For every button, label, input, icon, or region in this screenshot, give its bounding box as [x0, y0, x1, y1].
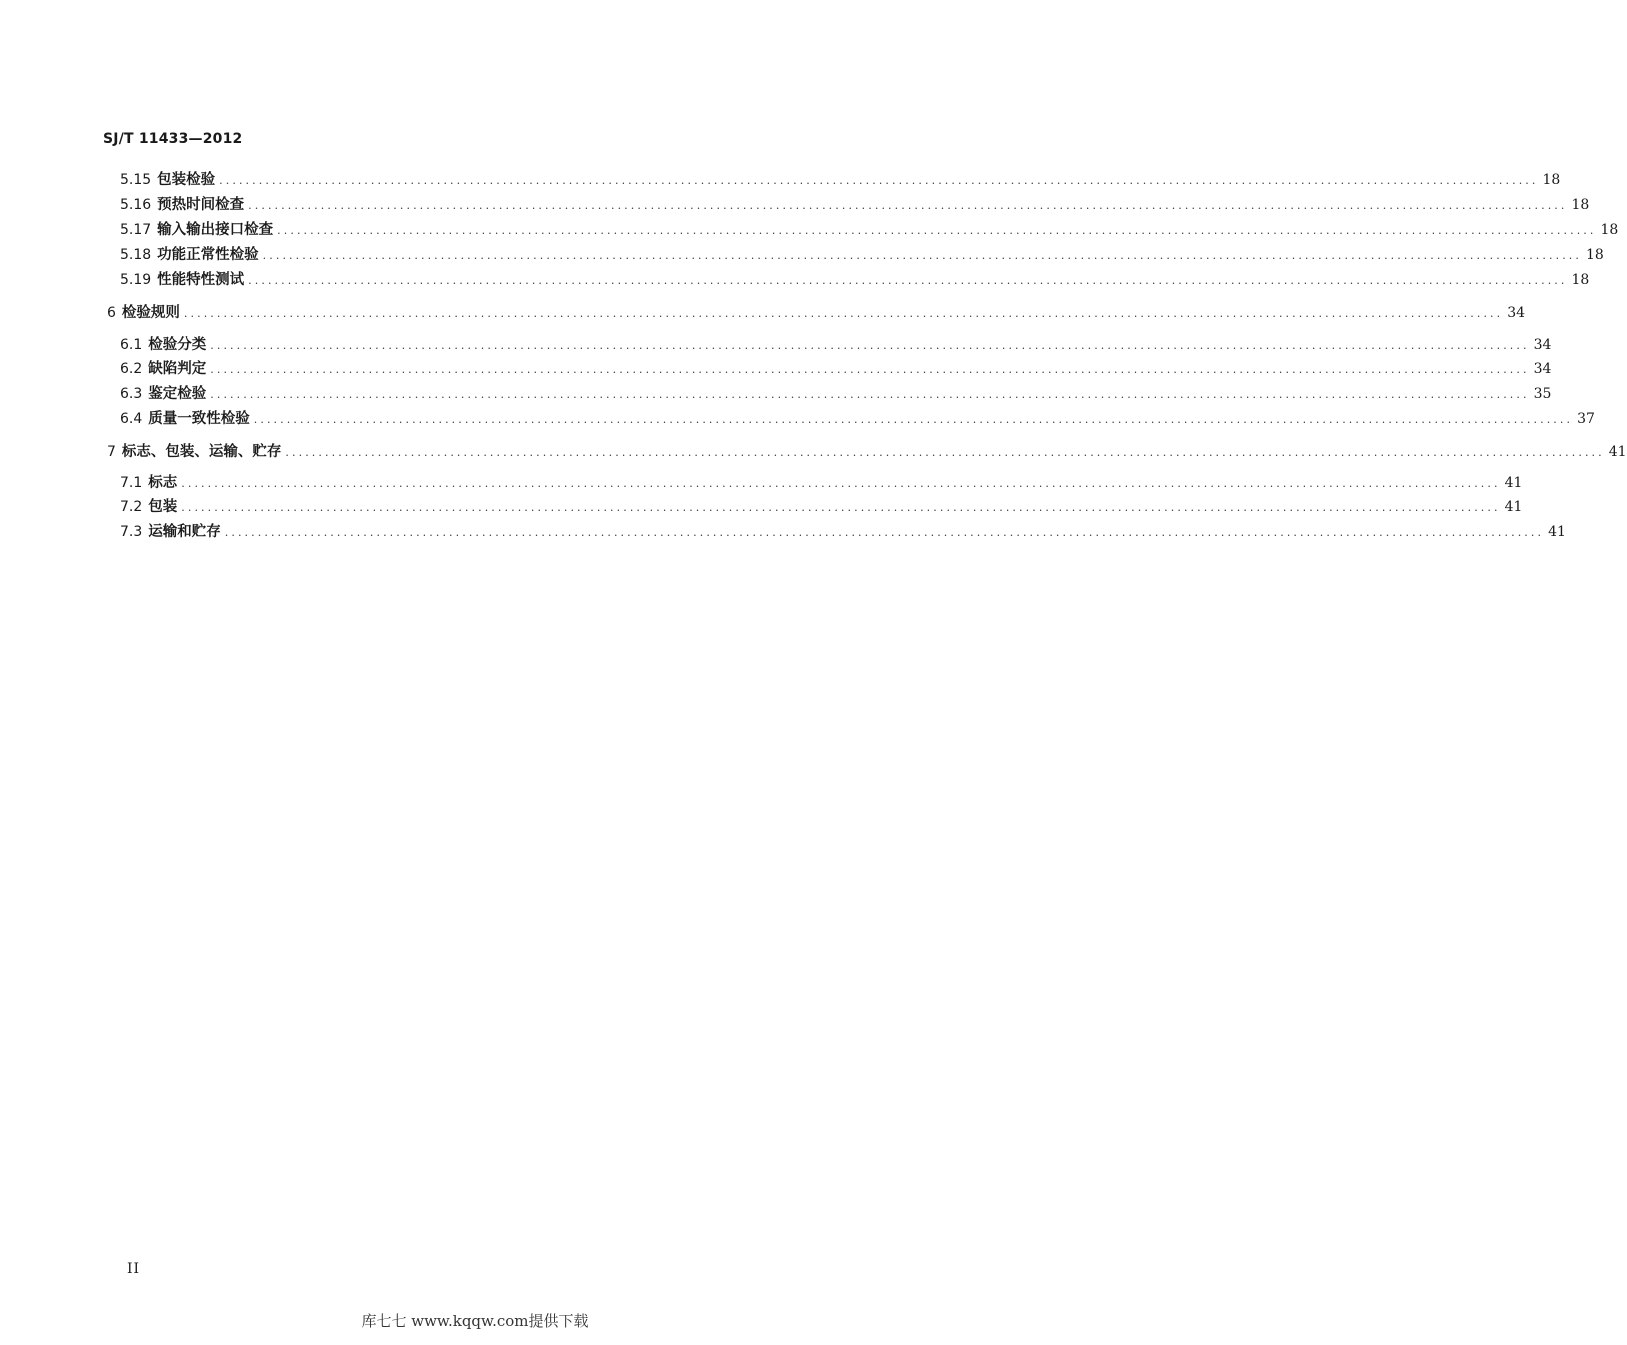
toc-entry-number: 5.16 — [120, 197, 152, 213]
toc-entry-page: 41 — [1608, 444, 1627, 460]
toc-entry-title: 质量一致性检验 — [148, 411, 250, 427]
toc-entry-page: 41 — [1504, 475, 1523, 491]
toc-entry-title: 缺陷判定 — [148, 361, 207, 377]
toc-entry-title: 标志、包装、运输、贮存 — [121, 444, 282, 460]
download-watermark: 库七七 www.kqqw.com提供下载 — [361, 1312, 589, 1330]
toc-entry-number: 7.2 — [120, 499, 143, 515]
toc-entry-page: 37 — [1577, 411, 1595, 427]
dot-leader: ........................................................................................................................................................................................................ — [210, 388, 1530, 401]
toc-entry-number: 6.2 — [120, 361, 143, 377]
toc-entry-page: 34 — [1507, 305, 1526, 321]
toc-entry-page: 18 — [1600, 222, 1619, 238]
dot-leader: ........................................................................................................................................................................................................ — [224, 526, 1545, 539]
toc-entry-6-1[interactable] — [120, 335, 1552, 355]
toc-entry-number: 5.17 — [120, 222, 152, 238]
toc-entry-number: 5.19 — [120, 272, 152, 288]
dot-leader: ........................................................................................................................................................................................................ — [210, 363, 1530, 376]
toc-entry-title: 包装检验 — [157, 172, 216, 188]
dot-leader: ........................................................................................................................................................................................................ — [277, 224, 1597, 237]
toc-entry-page: 41 — [1548, 524, 1566, 540]
toc-entry-title: 检验规则 — [121, 305, 180, 321]
toc-entry-title: 运输和贮存 — [148, 524, 221, 540]
toc-entry-number: 7.3 — [120, 524, 143, 540]
dot-leader: ........................................................................................................................................................................................................ — [262, 249, 1582, 262]
toc-entry-page: 41 — [1504, 499, 1523, 515]
toc-entry-title: 标志 — [148, 475, 178, 491]
toc-entry-number: 7 — [107, 444, 116, 460]
toc-entry-number: 5.18 — [120, 247, 152, 263]
toc-entry-7-2[interactable] — [120, 497, 1523, 517]
standard-code-header: SJ/T 11433—2012 — [103, 131, 243, 147]
toc-entry-page: 18 — [1571, 197, 1590, 213]
toc-entry-title: 性能特性测试 — [157, 272, 245, 288]
toc-entry-6[interactable] — [107, 303, 1526, 323]
toc-entry-title: 鉴定检验 — [148, 386, 207, 402]
toc-entry-number: 6.1 — [120, 337, 143, 353]
toc-entry-5-16[interactable] — [120, 195, 1590, 215]
toc-entry-page: 34 — [1533, 361, 1552, 377]
toc-entry-title: 输入输出接口检查 — [157, 222, 274, 238]
toc-entry-page: 18 — [1586, 247, 1604, 263]
toc-entry-6-3[interactable] — [120, 384, 1552, 404]
toc-entry-5-18[interactable] — [120, 245, 1604, 265]
dot-leader: ........................................................................................................................................................................................................ — [181, 501, 1501, 514]
toc-entry-6-4[interactable] — [120, 409, 1595, 429]
toc-entry-number: 5.15 — [120, 172, 152, 188]
dot-leader: ........................................................................................................................................................................................................ — [219, 174, 1539, 187]
dot-leader: ........................................................................................................................................................................................................ — [183, 307, 1504, 320]
toc-entry-number: 6 — [107, 305, 116, 321]
dot-leader: ........................................................................................................................................................................................................ — [253, 413, 1574, 426]
toc-entry-page: 35 — [1533, 386, 1552, 402]
page-number-roman: II — [127, 1261, 141, 1277]
toc-entry-page: 34 — [1533, 337, 1552, 353]
toc-entry-7-3[interactable] — [120, 522, 1566, 542]
toc-entry-number: 6.4 — [120, 411, 143, 427]
toc-entry-title: 检验分类 — [148, 337, 207, 353]
dot-leader: ........................................................................................................................................................................................................ — [248, 199, 1568, 212]
toc-entry-5-15[interactable] — [120, 170, 1561, 190]
dot-leader: ........................................................................................................................................................................................................ — [248, 274, 1568, 287]
toc-entry-number: 6.3 — [120, 386, 143, 402]
dot-leader: ........................................................................................................................................................................................................ — [181, 477, 1501, 490]
toc-entry-7[interactable] — [107, 442, 1627, 462]
toc-entry-page: 18 — [1542, 172, 1561, 188]
dot-leader: ........................................................................................................................................................................................................ — [285, 446, 1605, 459]
toc-entry-page: 18 — [1571, 272, 1590, 288]
toc-entry-title: 包装 — [148, 499, 178, 515]
toc-entry-number: 7.1 — [120, 475, 143, 491]
toc-entry-title: 预热时间检查 — [157, 197, 245, 213]
toc-entry-5-17[interactable] — [120, 220, 1619, 240]
toc-entry-7-1[interactable] — [120, 473, 1523, 493]
toc-entry-6-2[interactable] — [120, 359, 1552, 379]
dot-leader: ........................................................................................................................................................................................................ — [210, 339, 1530, 352]
toc-entry-5-19[interactable] — [120, 270, 1590, 290]
toc-entry-title: 功能正常性检验 — [157, 247, 259, 263]
